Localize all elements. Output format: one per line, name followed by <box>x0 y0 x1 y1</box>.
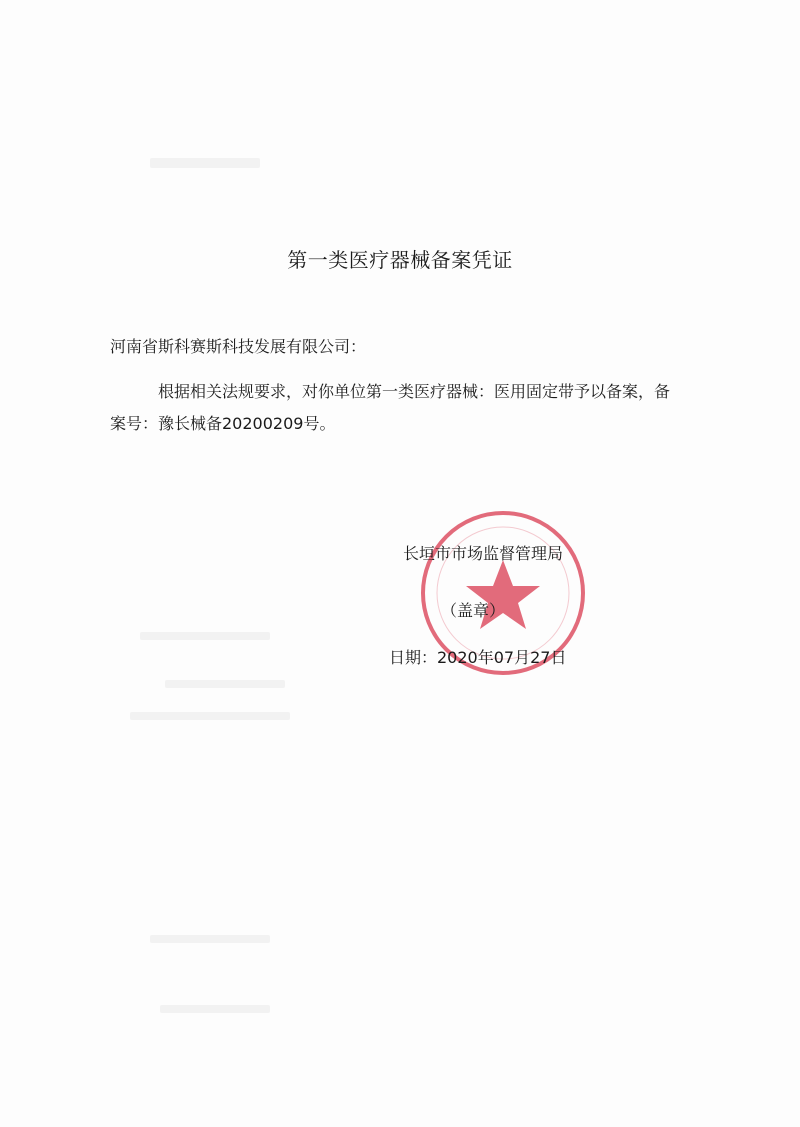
issue-date: 日期：2020年07月27日 <box>389 648 567 667</box>
scan-artifact <box>150 158 260 168</box>
issuing-authority: 长垣市市场监督管理局 <box>403 544 564 563</box>
document-title: 第一类医疗器械备案凭证 <box>287 248 513 272</box>
scan-artifact <box>140 632 270 640</box>
scan-artifact <box>150 935 270 943</box>
seal-note: （盖章） <box>441 601 506 620</box>
scan-artifact <box>160 1005 270 1013</box>
scan-artifact <box>165 680 285 688</box>
scan-artifact <box>130 712 290 720</box>
addressee: 河南省斯科赛斯科技发展有限公司： <box>110 337 367 356</box>
body-paragraph: 根据相关法规要求，对你单位第一类医疗器械：医用固定带予以备案，备案号：豫长械备20200209号。 <box>110 382 671 433</box>
